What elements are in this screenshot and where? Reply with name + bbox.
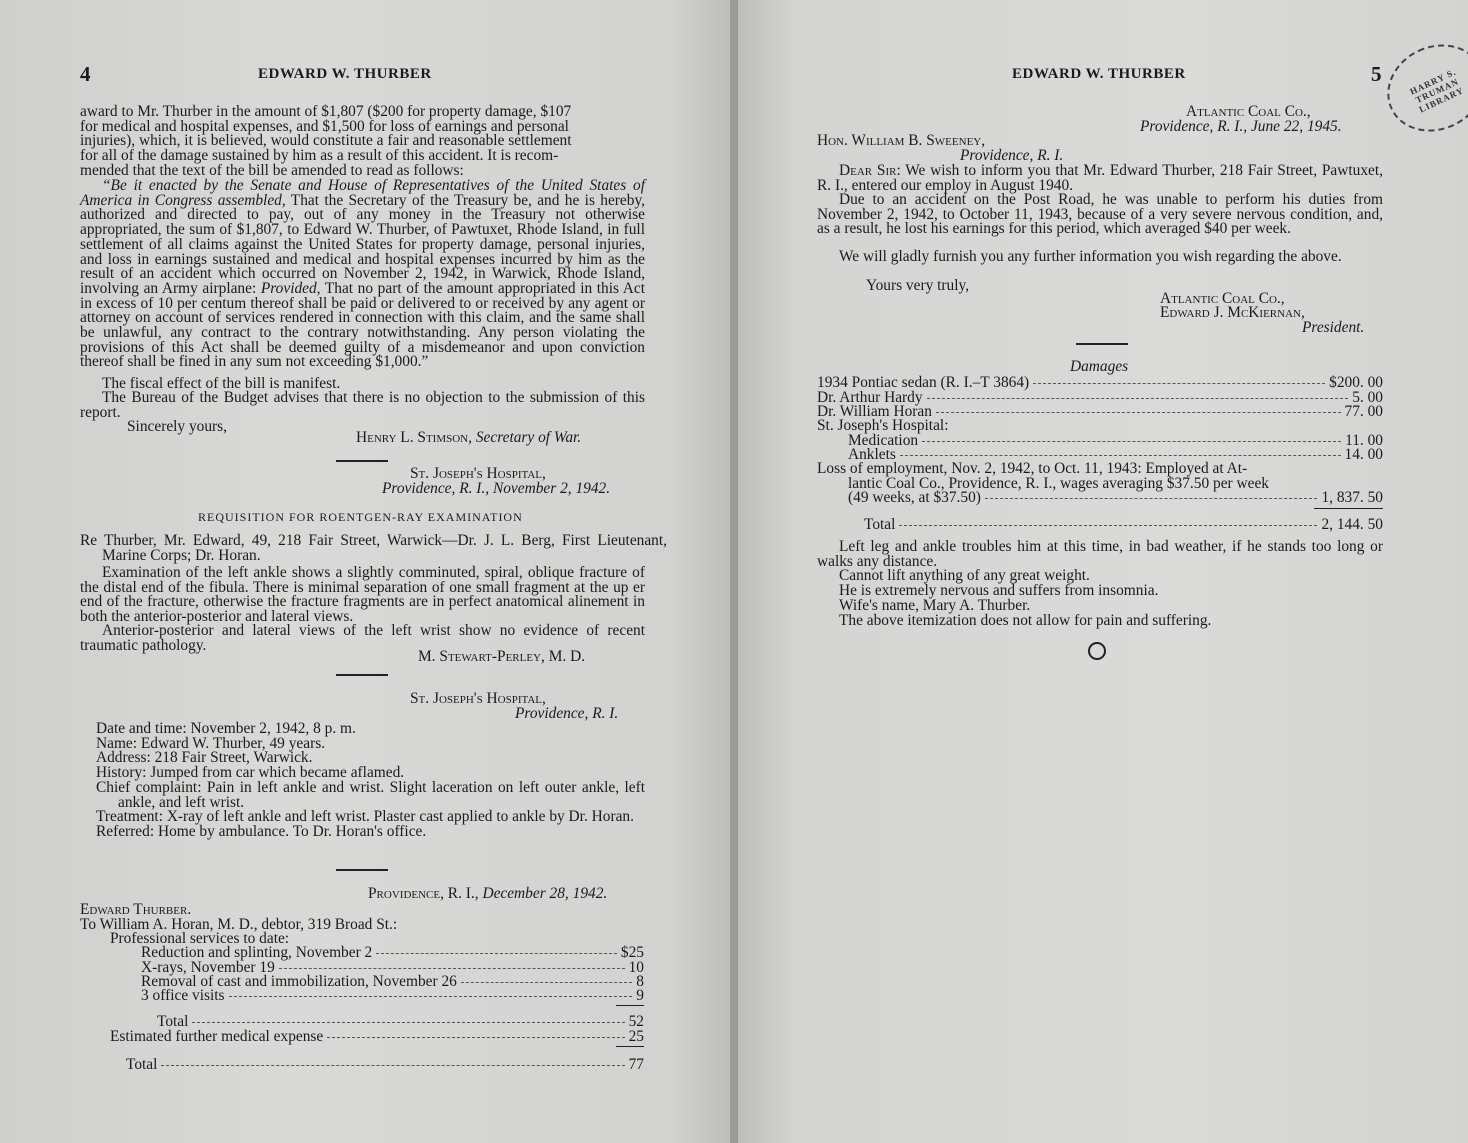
record-line: Treatment: X-ray of left ankle and left wrist. Plaster cast applied to ankle by Dr. Horan. bbox=[96, 808, 634, 826]
record-line: Referred: Home by ambulance. To Dr. Horan's office. bbox=[96, 822, 427, 840]
right-page bbox=[738, 0, 1468, 1143]
notes bbox=[817, 540, 1383, 628]
signature-stimson bbox=[356, 431, 581, 446]
further-amount: 25 bbox=[628, 1028, 644, 1045]
hospital-place-date: Providence, R. I., November 2, 1942. bbox=[382, 480, 611, 497]
bill-patient: Edward Thurber. bbox=[80, 901, 192, 918]
book-gutter bbox=[730, 0, 738, 1143]
damage-amount: 14. 00 bbox=[1344, 446, 1383, 463]
further-expense bbox=[110, 1030, 644, 1045]
damage-label: 1934 Pontiac sedan (R. I.–T 3864) bbox=[817, 374, 1030, 391]
bill-item-amount: 9 bbox=[636, 987, 644, 1004]
bill-place-date bbox=[368, 887, 607, 902]
total-amount: 77 bbox=[628, 1056, 644, 1073]
closing-left: Sincerely yours, bbox=[127, 418, 228, 435]
note-line: The above itemization does not allow for pain and suffering. bbox=[839, 611, 1212, 629]
damage-amount: 5. 00 bbox=[1352, 389, 1383, 406]
subtotal-amount: 52 bbox=[628, 1013, 644, 1030]
bill-body-1: That the Secretary of the Treasury be, and he is hereby, authorized and directed to pay, out of any money in the Treasury not otherwise appropriated, the sum of $1,807, to Edward W. Thurber, of Pawtuxet, Rhode Island, in full settlement of all claims against the United States for property damage, personal injuries, and loss in earnings sustained and medical and hospital expenses incurred by him as the result of an accident which occurred on November 2, 1942, in Warwick, Rhode Island, involving an Army airplane: bbox=[80, 191, 646, 297]
radiologist-signature: M. Stewart-Perley, M. D. bbox=[418, 648, 586, 665]
wrist-paragraph: Anterior-posterior and lateral views of the left wrist show no evidence of recent traumatic pathology. bbox=[80, 622, 645, 654]
library-stamp bbox=[1373, 29, 1468, 147]
bill-place: Providence, R. I., bbox=[368, 885, 479, 902]
page-number-left: 4 bbox=[80, 62, 91, 86]
bureau-budget: The Bureau of the Budget advises that there is no objection to the submission of this report. bbox=[80, 389, 645, 421]
divider bbox=[336, 460, 388, 462]
letter-para-2: Due to an accident on the Post Road, he was unable to perform his duties from November 2, 1942, to October 11, 1943, because of a very severe nervous condition, and, as a result, he lost his earnings for this period, which averaged $40 per week. bbox=[817, 191, 1383, 238]
bill-body-2: That no part of the amount appropriated in this Act in excess of 10 per centum thereof shall be paid or delivered to or received by any agent or attorney on account of services rendered in connection with this claim, and the same shall be unlawful, any contract to the contrary notwithstanding. Any person violating the provisions of this Act shall be deemed guilty of a misdemeanor and upon conviction thereof shall be fined in any sum not exceeding $1,000.” bbox=[80, 279, 645, 371]
loss-amount: 1, 837. 50 bbox=[1321, 489, 1383, 506]
provided-word: Provided, bbox=[260, 279, 321, 297]
bill-item-label: Removal of cast and immobilization, November 26 bbox=[141, 973, 457, 990]
left-page bbox=[0, 0, 730, 1143]
sig-name: Edward J. McKiernan, bbox=[1160, 304, 1305, 321]
opening-line: injuries), which, it is believed, would constitute a fair and reasonable settlement bbox=[80, 132, 572, 150]
signer-title: Secretary of War. bbox=[475, 429, 582, 446]
letter-closing: Yours very truly, bbox=[866, 277, 970, 294]
sum-rule bbox=[1314, 508, 1383, 509]
note-line: Left leg and ankle troubles him at this time, in bad weather, if he stands too long or walks any distance. bbox=[817, 538, 1383, 570]
letter-para-1 bbox=[817, 164, 1383, 193]
enacting-clause: “Be it enacted by the Senate and House of Representatives of the United States of America in Congress assembled, bbox=[80, 177, 645, 209]
fiscal-effect: The fiscal effect of the bill is manifest. bbox=[102, 375, 341, 392]
loss-line: Loss of employment, Nov. 2, 1942, to Oct. 11, 1943: Employed at At- bbox=[817, 460, 1248, 477]
bill-item-label: Reduction and splinting, November 2 bbox=[141, 944, 373, 961]
bill-text bbox=[80, 179, 645, 370]
subtotal-label: Total bbox=[157, 1013, 189, 1030]
running-head-left: EDWARD W. THURBER bbox=[258, 66, 432, 82]
para1-text: We wish to inform you that Mr. Edward Thurber, 218 Fair Street, Pawtuxet, R. I., entered our employ in August 1940. bbox=[817, 162, 1383, 194]
loss-label: (49 weeks, at $37.50) bbox=[848, 489, 981, 506]
opening-line: mended that the text of the bill be amended to read as follows: bbox=[80, 161, 464, 179]
damage-amount: $200. 00 bbox=[1329, 374, 1383, 391]
addressee-place: Providence, R. I. bbox=[960, 147, 1064, 164]
bill-item-amount: 10 bbox=[628, 959, 644, 976]
hospital-name: St. Joseph's Hospital, bbox=[410, 465, 546, 482]
damage-label: Anklets bbox=[848, 446, 896, 463]
record-line: History: Jumped from car which became aflamed. bbox=[96, 764, 405, 782]
damages-total-label: Total bbox=[864, 516, 896, 533]
damage-label: Medication bbox=[848, 432, 919, 449]
bill-item-label: X-rays, November 19 bbox=[141, 959, 275, 976]
opening-line: award to Mr. Thurber in the amount of $1,807 ($200 for property damage, $107 bbox=[80, 103, 572, 120]
further-label: Estimated further medical expense bbox=[110, 1028, 324, 1045]
letterhead: Atlantic Coal Co., bbox=[1186, 103, 1311, 120]
page-number-right: 5 bbox=[1371, 62, 1382, 86]
record-line: Name: Edward W. Thurber, 49 years. bbox=[96, 734, 326, 752]
divider bbox=[336, 869, 388, 871]
salutation: Dear Sir: bbox=[839, 162, 901, 179]
note-line: He is extremely nervous and suffers from insomnia. bbox=[839, 582, 1159, 600]
bill-total bbox=[126, 1058, 644, 1073]
note-line: Cannot lift anything of any great weight. bbox=[839, 567, 1090, 585]
sum-rule bbox=[616, 1046, 644, 1047]
loss-line: lantic Coal Co., Providence, R. I., wages averaging $37.50 per week bbox=[848, 475, 1269, 492]
letter-para-3: We will gladly furnish you any further information you wish regarding the above. bbox=[839, 248, 1342, 265]
hospital-heading: St. Joseph's Hospital: bbox=[817, 417, 949, 434]
sig-title: President. bbox=[1302, 319, 1365, 336]
sum-rule bbox=[616, 1005, 644, 1006]
bill-item bbox=[141, 989, 644, 1004]
bill-item-amount: 8 bbox=[636, 973, 644, 990]
letter-place-date: Providence, R. I., June 22, 1945. bbox=[1140, 118, 1342, 135]
damage-amount: 77. 00 bbox=[1344, 403, 1383, 420]
damage-label: Dr. Arthur Hardy bbox=[817, 389, 923, 406]
hospital-place: Providence, R. I. bbox=[515, 705, 619, 722]
total-label: Total bbox=[126, 1056, 158, 1073]
divider bbox=[1076, 343, 1128, 345]
bill-item-amount: $25 bbox=[620, 944, 644, 961]
damages-title: Damages bbox=[1070, 358, 1129, 375]
damages-total-amount: 2, 144. 50 bbox=[1321, 516, 1383, 533]
running-head-right: EDWARD W. THURBER bbox=[1012, 66, 1186, 82]
loss-item bbox=[848, 491, 1383, 506]
debtor-line: To William A. Horan, M. D., debtor, 319 Broad St.: bbox=[80, 916, 398, 933]
hospital-name: St. Joseph's Hospital, bbox=[410, 690, 546, 707]
damage-amount: 11. 00 bbox=[1345, 432, 1383, 449]
re-line: Re Thurber, Mr. Edward, 49, 218 Fair Street, Warwick—Dr. J. L. Berg, First Lieutenant, Marine Corps; Dr. Horan. bbox=[80, 532, 667, 564]
opening-line: for all of the damage sustained by him as a result of this accident. It is recom- bbox=[80, 147, 559, 165]
hospital-record bbox=[80, 722, 645, 840]
addressee-name: Hon. William B. Sweeney, bbox=[817, 132, 986, 149]
bill-date: December 28, 1942. bbox=[482, 885, 608, 902]
divider bbox=[336, 674, 388, 676]
exam-paragraph: Examination of the left ankle shows a slightly comminuted, spiral, oblique fracture of the distal end of the fibula. There is minimal separation of one small fragment at the up er end of the fracture, otherwise the fracture fragments are in perfect anatomical alinement in both the anterior-posterior and lateral views. bbox=[80, 564, 645, 626]
note-line: Wife's name, Mary A. Thurber. bbox=[839, 596, 1031, 614]
bill-item-label: 3 office visits bbox=[141, 987, 225, 1004]
stamp-text: HARRY S. TRUMAN LIBRARY bbox=[1408, 66, 1466, 115]
opening-paragraph bbox=[80, 105, 645, 179]
record-line: Chief complaint: Pain in left ankle and wrist. Slight laceration on left outer ankle, left ankle, and left wrist. bbox=[96, 778, 645, 811]
sig-company: Atlantic Coal Co., bbox=[1160, 290, 1285, 307]
circle-mark bbox=[1088, 642, 1106, 660]
signer-name: Henry L. Stimson, bbox=[356, 429, 472, 446]
opening-line: for medical and hospital expenses, and $1,500 for loss of earnings and personal bbox=[80, 117, 569, 135]
damages-total bbox=[864, 518, 1383, 533]
requisition-heading: REQUISITION FOR ROENTGEN-RAY EXAMINATION bbox=[198, 510, 523, 524]
record-line: Address: 218 Fair Street, Warwick. bbox=[96, 749, 313, 767]
damage-item bbox=[848, 434, 1383, 449]
damage-label: Dr. William Horan bbox=[817, 403, 932, 420]
record-line: Date and time: November 2, 1942, 8 p. m. bbox=[96, 720, 356, 737]
services-heading: Professional services to date: bbox=[110, 930, 290, 947]
